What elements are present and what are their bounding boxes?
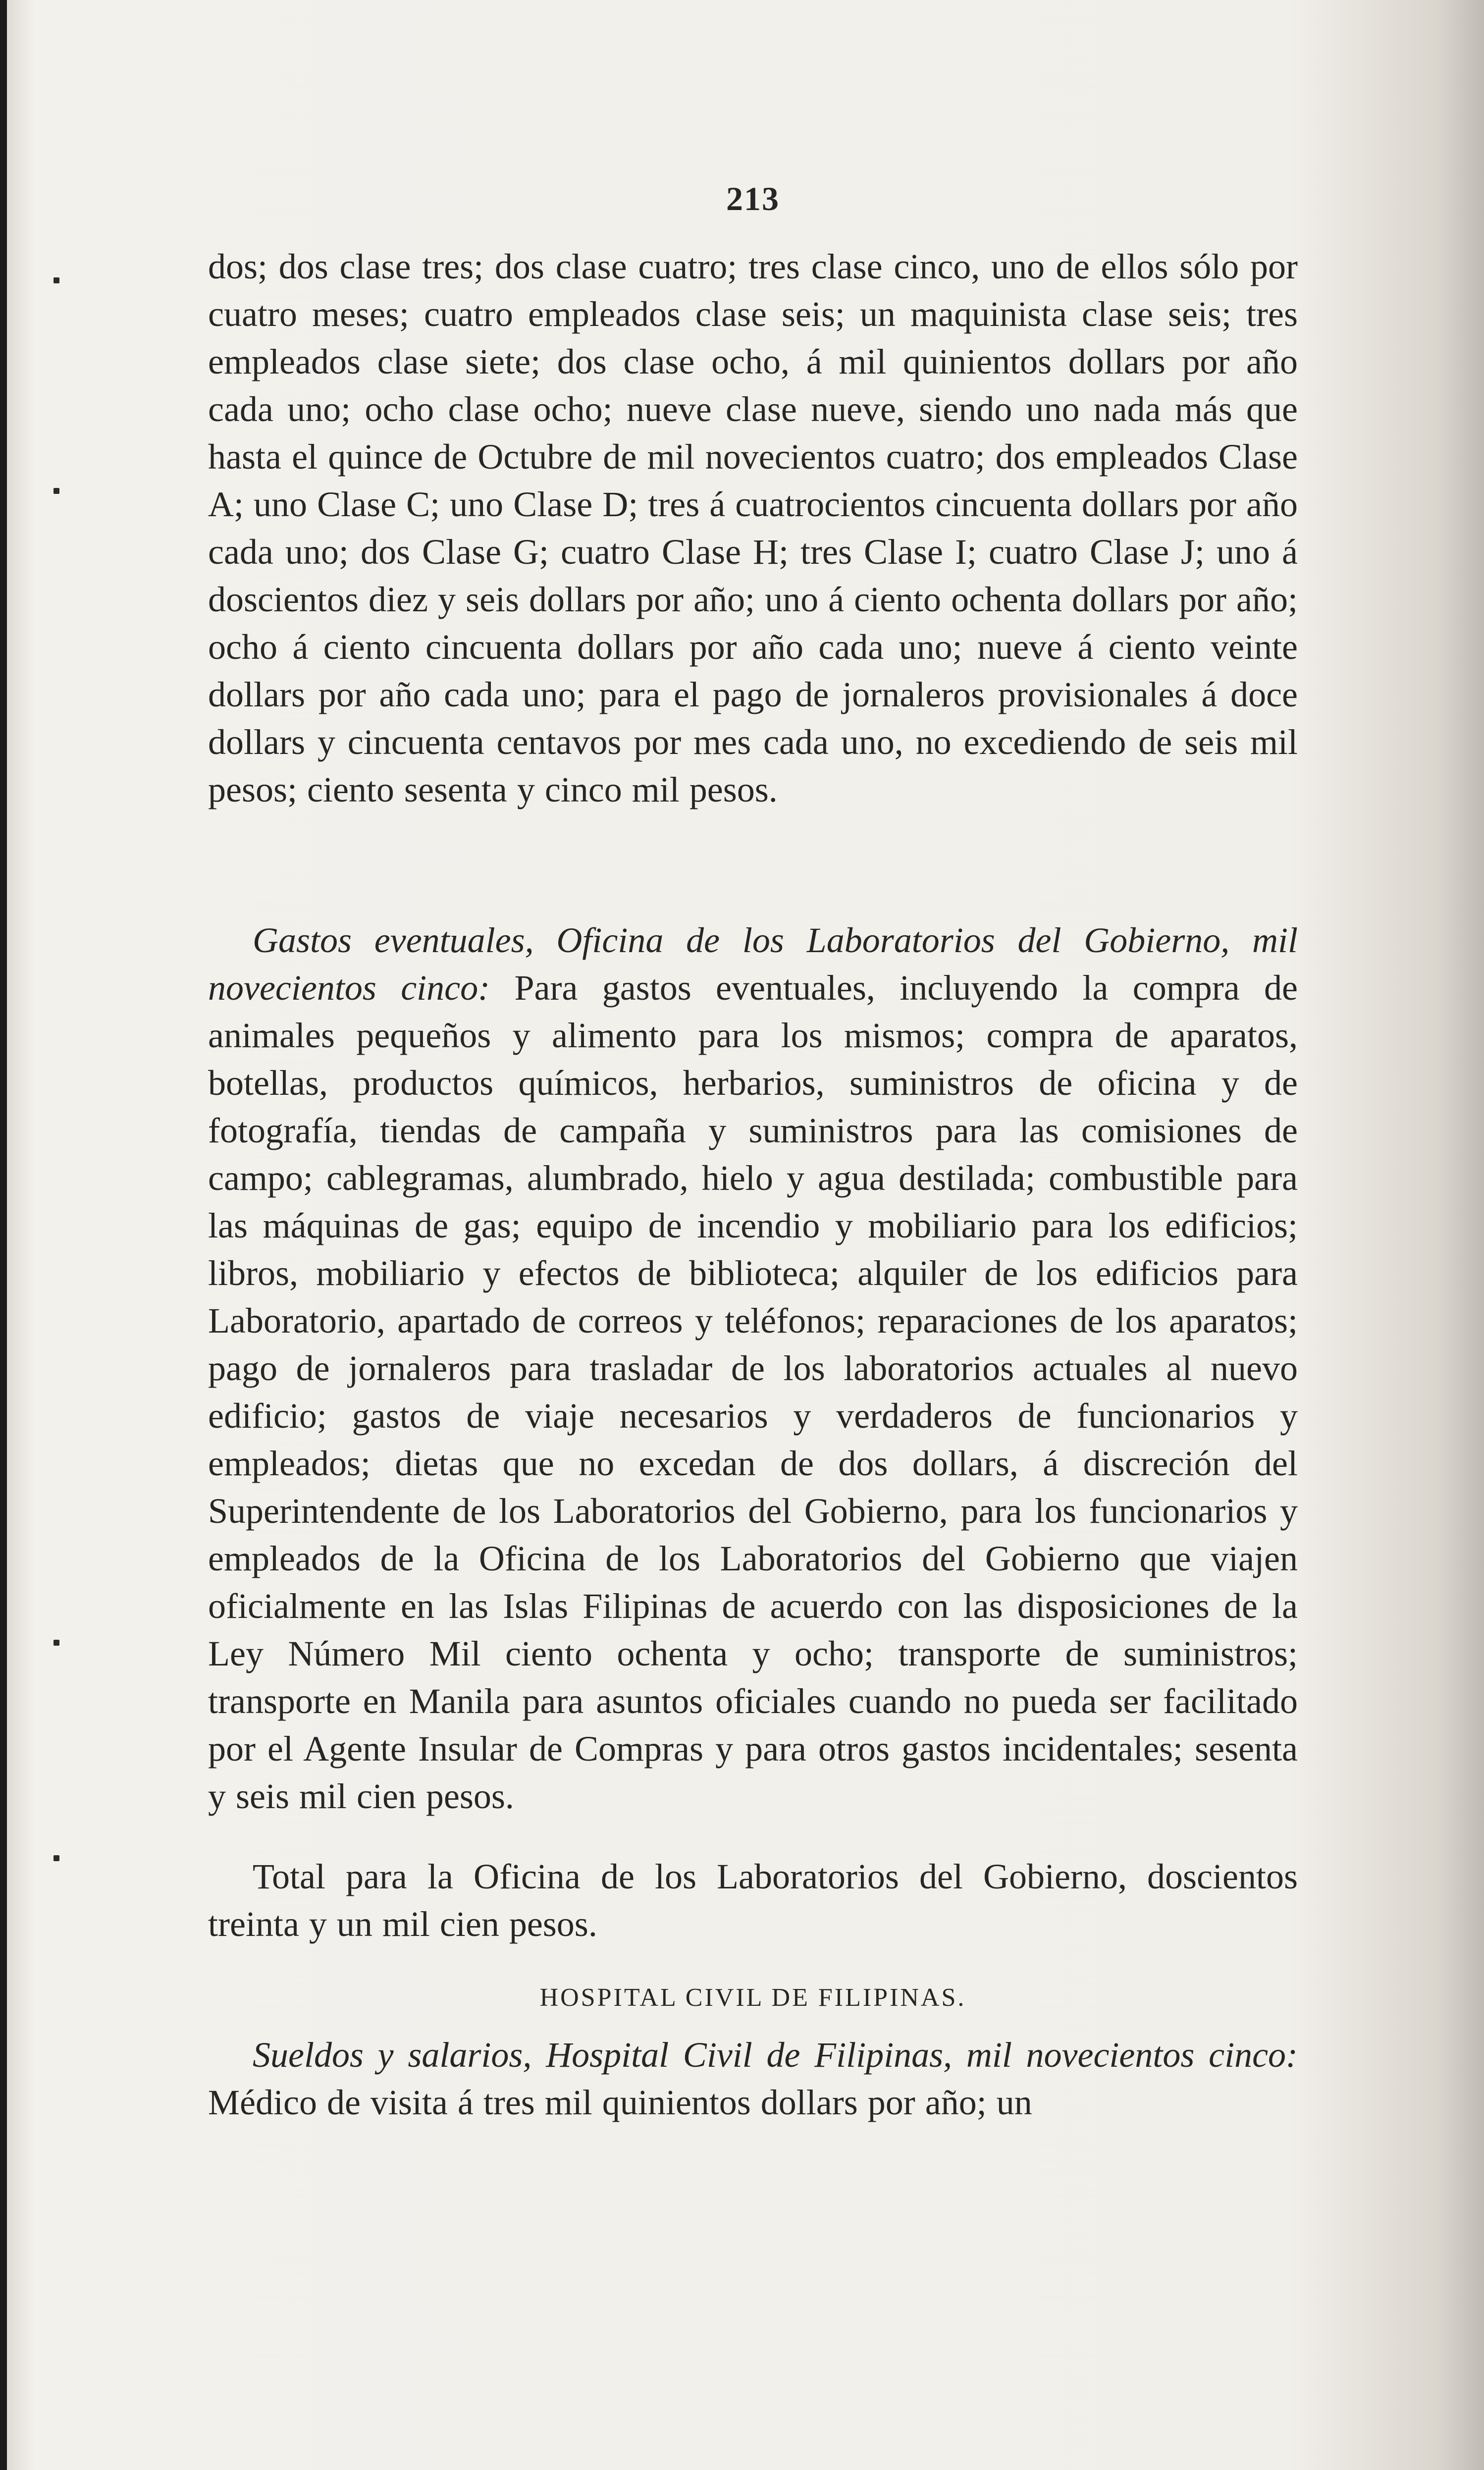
page-shadow xyxy=(1439,0,1484,2470)
margin-dot xyxy=(53,277,59,283)
gastos-heading: Gastos eventuales, Oficina de los Laboratorios del Gobierno, mil novecientos cinco: xyxy=(208,920,1298,1008)
paragraph-gastos-eventuales xyxy=(208,916,1298,1820)
sueldos-body: Médico de visita á tres mil quinientos dollars por año; un xyxy=(208,2083,1032,2122)
margin-dot xyxy=(53,488,59,494)
gastos-body: Para gastos eventuales, incluyendo la compra de animales pequeños y alimento para los mismos; compra de aparatos, botellas, productos químicos, herbarios, suministros de oficina y de fotografía, tiendas de campaña y suministros para las comisiones de campo; cablegramas, alumbrado, hielo y agua destilada; combustible para las máquinas de gas; equipo de incendio y mobiliario para los edificios; libros, mobiliario y efectos de biblioteca; alquiler de los edificios para Laboratorio, apartado de correos y teléfonos; reparaciones de los aparatos; pago de jornaleros para trasladar de los laboratorios actuales al nuevo edificio; gastos de viaje necesarios y verdaderos de funcionarios y empleados; dietas que no excedan de dos dollars, á discreción del Superintendente de los Laboratorios del Gobierno, para los funcionarios y empleados de la Oficina de los Laboratorios del Gobierno que viajen oficialmente en las Islas Filipinas de acuerdo con las disposiciones de la Ley Número Mil ciento ochenta y ocho; transporte de suministros; transporte en Manila para asuntos oficiales cuando no pueda ser facilitado por el Agente Insular de Compras y para otros gastos incidentales; sesenta y seis mil cien pesos. xyxy=(208,968,1298,1816)
margin-dot xyxy=(53,1640,59,1646)
page-number: 213 xyxy=(726,180,780,217)
paragraph-total: Total para la Oficina de los Laboratorios del Gobierno, doscientos treinta y un mil cien pesos. xyxy=(208,1857,1298,1944)
page-binding-edge xyxy=(0,0,7,2470)
paragraph-sueldos xyxy=(208,2031,1298,2126)
margin-dot xyxy=(53,1855,59,1861)
paragraph-continuation: dos; dos clase tres; dos clase cuatro; tres clase cinco, uno de ellos sólo por cuatro meses; cuatro empleados clase seis; un maquinista clase seis; tres empleados clase siete; dos clase ocho, á mil quinientos dollars por año cada uno; ocho clase ocho; nueve clase nueve, siendo uno nada más que hasta el quince de Octubre de mil novecientos cuatro; dos empleados Clase A; uno Clase C; uno Clase D; tres á cuatrocientos cincuenta dollars por año cada uno; dos Clase G; cuatro Clase H; tres Clase I; cuatro Clase J; uno á doscientos diez y seis dollars por año; uno á ciento ochenta dollars por año; ocho á ciento cincuenta dollars por año cada uno; nueve á ciento veinte dollars por año cada uno; para el pago de jornaleros provisionales á doce dollars y cincuenta centavos por mes cada uno, no excediendo de seis mil pesos; ciento sesenta y cinco mil pesos. xyxy=(208,247,1298,809)
sueldos-heading: Sueldos y salarios, Hospital Civil de Filipinas, mil novecientos cinco: xyxy=(253,2035,1298,2075)
section-heading: HOSPITAL CIVIL DE FILIPINAS. xyxy=(539,1984,966,2012)
